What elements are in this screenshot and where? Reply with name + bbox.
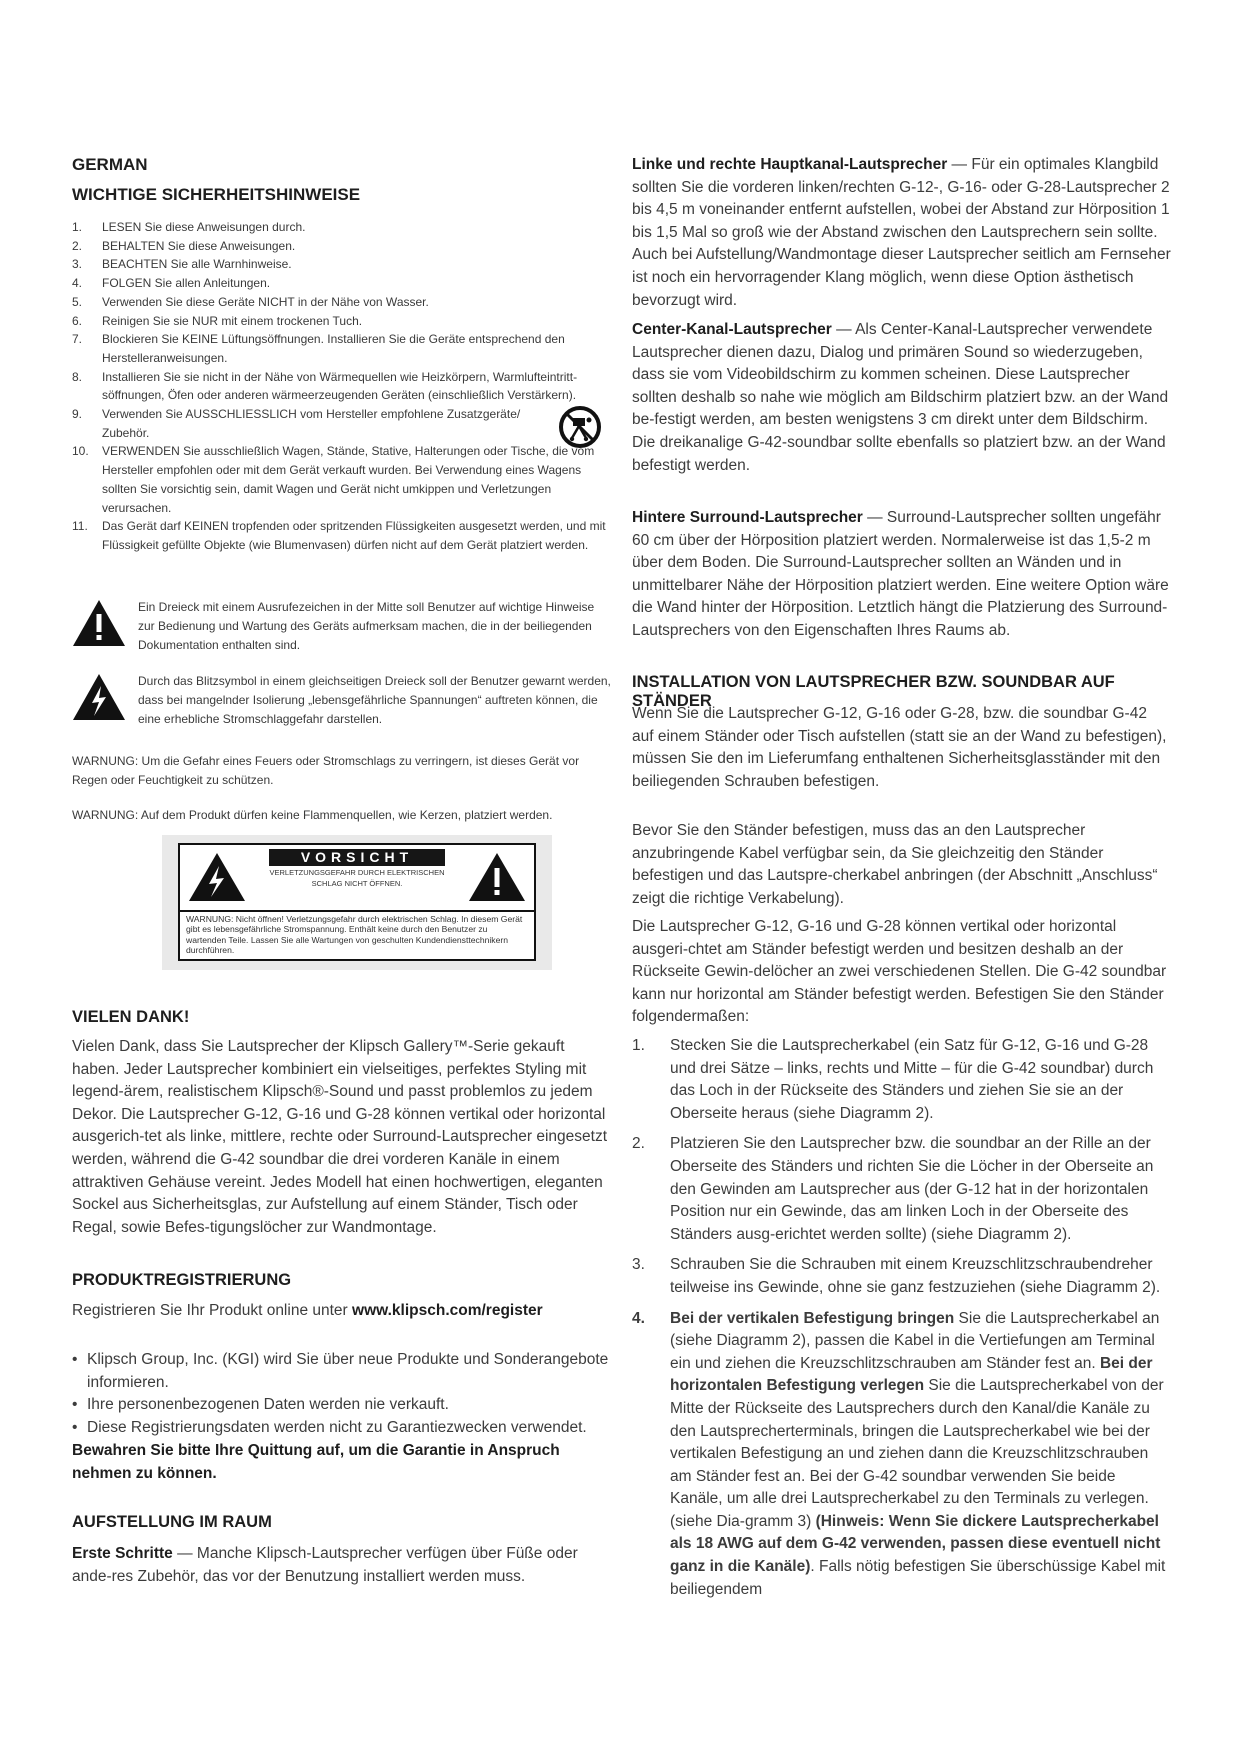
lightning-text: Durch das Blitzsymbol in einem gleichseitigen Dreieck soll der Benutzer gewarnt werden, dass bei mangelnder Isolierung „lebensgefährliche Spannungen“ auftreten können, die eine erhebliche Stromschlaggefahr darstellen. xyxy=(138,674,611,726)
exclamation-text: Ein Dreieck mit einem Ausrufezeichen in der Mitte soll Benutzer auf wichtige Hinweise zur Bedienung und Wartung des Geräts aufmerksam machen, die in der beiliegenden Dokumentation enthalten sind. xyxy=(138,600,595,652)
warning-rain: WARNUNG: Um die Gefahr eines Feuers oder Stromschlags zu verringern, ist dieses Gerät vor Regen oder Feuchtigkeit zu schützen. xyxy=(72,754,580,787)
receipt-note: Bewahren Sie bitte Ihre Quittung auf, um die Garantie in Anspruch nehmen zu können. xyxy=(72,1442,560,1482)
list-item: 10. VERWENDEN Sie ausschließlich Wagen, Stände, Stative, Halterungen oder Tische, die vom Hersteller empfohlen oder mit dem Gerät verkauft wurden. Bei Verwendung eines Wagens sollten Sie vorsichtig sein, damit Wagen und Gerät nicht umkippen und Verletzungen verursachen. xyxy=(72,444,595,515)
list-item: 4. FOLGEN Sie allen Anleitungen. xyxy=(72,276,271,291)
stand-steps-list xyxy=(632,1035,1172,1601)
registration-text: Registrieren Sie Ihr Produkt online unter www.klipsch.com/register xyxy=(72,1302,543,1319)
language-heading: GERMAN xyxy=(72,155,148,174)
list-item: • Klipsch Group, Inc. (KGI) wird Sie über neue Produkte und Sonderangebote informieren. xyxy=(72,1351,609,1391)
caution-label-frame xyxy=(178,843,536,961)
list-item: 3. BEACHTEN Sie alle Warnhinweise. xyxy=(72,257,292,272)
list-item: 11. Das Gerät darf KEINEN tropfenden oder spritzenden Flüssigkeiten ausgesetzt werden, und mit Flüssigkeit gefüllte Objekte (wie Blumenvasen) dürfen nicht auf dem Gerät platziert werden. xyxy=(72,519,606,552)
stand-paragraph-2: Bevor Sie den Ständer befestigen, muss das an den Lautsprecher anzubringende Kabel verfügbar sein, da Sie gleichzeitig den Ständer befestigen und das Lautspre-cherkabel anbringen (der Abschnitt „Anschluss“ zeigt die richtige Verkabelung). xyxy=(632,822,1158,907)
cart-tipover-warning-icon xyxy=(558,405,602,449)
list-item: 4. Bei der vertikalen Befestigung bringen Sie die Lautsprecherkabel an (siehe Diagramm 2), passen die Kabel in die Vertiefungen am Terminal ein und ziehen die Kreuzschlitzschrauben am Ständer fest an. Bei der horizontalen Befestigung verlegen Sie die Lautsprecherkabel von der Mitte der Rückseite des Lautsprechers durch den Kanal/die Kanäle zu den Lautsprecherterminals, bringen die Lautsprecherkabel wie bei der vertikalen Befestigung an und ziehen dann die Kreuzschlitzschrauben am Ständer fest an. Bei der G-42 soundbar verwenden Sie beide Kanäle, um alle drei Lautsprecherkabel zu den Terminals zu verlegen. (siehe Dia-gramm 3) (Hinweis: Wenn Sie dickere Lautsprecherkabel als 18 AWG auf dem G-42 verwenden, passen diese eventuell nicht ganz in die Kanäle). Falls nötig befestigen Sie überschüssige Kabel mit beiliegendem xyxy=(632,1309,1166,1598)
stand-installation-heading: INSTALLATION VON LAUTSPRECHER BZW. SOUNDBAR AUF STÄNDER xyxy=(632,673,1115,710)
thanks-heading: VIELEN DANK! xyxy=(72,1008,190,1026)
thanks-text: Vielen Dank, dass Sie Lautsprecher der Klipsch Gallery™-Serie gekauft haben. Jeder Lautsprecher kombiniert ein vielseitiges, perfektes Styling mit legend-ärem, realistischem Klipsch®-Sound und passt problemlos zu jedem Dekor. Die Lautsprecher G-12, G-16 und G-28 können vertikal oder horizontal ausgerich-tet als linke, mittlere, rechte oder Surround-Lautsprecher eingesetzt werden, während die G-42 soundbar die drei vorderen Kanäle in einem attraktiven Gehäuse vereint. Jedes Modell hat einen hochwertigen, eleganten Sockel aus Sicherheitsglas, zur Aufstellung auf einem Ständer, Tisch oder Regal, sowie Befes-tigungslöcher zur Wandmontage. xyxy=(72,1038,608,1236)
list-item: 2. Platzieren Sie den Lautsprecher bzw. die soundbar an der Rille an der Oberseite des Ständers und richten Sie die Löcher in der Oberseite an den Gewinden am Lautsprecher aus (der G-12 hat in der horizontalen Position nur ein Gewinde, das am linken Loch in der Oberseite des Ständers ausg-erichtet werden sollte) (siehe Diagramm 2). xyxy=(632,1135,1154,1243)
registration-link[interactable]: www.klipsch.com/register xyxy=(352,1302,543,1319)
caution-title: VORSICHT xyxy=(269,849,445,866)
lightning-triangle-icon xyxy=(188,851,246,903)
center-speaker-text: Center-Kanal-Lautsprecher — Als Center-Kanal-Lautsprecher verwendete Lautsprecher dienen dazu, Dialog und primären Sound so wiederzugeben, dass sie vom Videobildschirm zu kommen scheinen. Diese Lautsprecher sollten deshalb so nahe wie möglich am Bildschirm platziert bzw. an der Wand be-festigt werden, am besten wenigstens 3 cm direkt unter dem Bildschirm. Die dreikanalige G-42-soundbar sollte ebenfalls so platziert bzw. an der Wand befestigt werden. xyxy=(632,321,1169,474)
list-item: 7. Blockieren Sie KEINE Lüftungsöffnungen. Installieren Sie die Geräte entsprechend den Herstelleranweisungen. xyxy=(72,332,565,365)
list-item: 6. Reinigen Sie sie NUR mit einem trockenen Tuch. xyxy=(72,313,363,328)
safety-heading: WICHTIGE SICHERHEITSHINWEISE xyxy=(72,185,361,204)
list-item: 1. Stecken Sie die Lautsprecherkabel (ein Satz für G-12, G-16 und G-28 und drei Sätze – links, rechts und Mitte – für die G-42 soundbar) durch das Loch in der Rückseite des Ständers und ziehen Sie sie an der Oberseite heraus (siehe Diagramm 2). xyxy=(632,1037,1154,1122)
caution-label xyxy=(162,835,552,970)
list-item: 1. LESEN Sie diese Anweisungen durch. xyxy=(72,220,306,234)
list-item: 8. Installieren Sie sie nicht in der Nähe von Wärmequellen wie Heizkörpern, Warmlufteintritt-söffnungen, Öfen oder anderen wärmeerzeugenden Geräten (einschließlich Verstärkern). xyxy=(72,369,578,403)
list-item: 5. Verwenden Sie diese Geräte NICHT in der Nähe von Wasser. xyxy=(72,294,429,309)
stand-paragraph-1: Wenn Sie die Lautsprecher G-12, G-16 oder G-28, bzw. die soundbar G-42 auf einem Ständer oder Tisch aufstellen (statt sie an der Wand zu befestigen), müssen Sie den im Lieferumfang enthaltenen Sicherheitsglasständer mit den beiliegenden Schrauben befestigen. xyxy=(632,705,1167,790)
list-item: 3. Schrauben Sie die Schrauben mit einem Kreuzschlitzschraubendreher teilweise ins Gewinde, ohne sie ganz festzuziehen (siehe Diagramm 2). xyxy=(632,1256,1161,1296)
list-item: 9. Verwenden Sie AUSSCHLIESSLICH vom Hersteller empfohlene Zusatzgeräte/ Zubehör. xyxy=(72,407,521,440)
stand-paragraph-3: Die Lautsprecher G-12, G-16 und G-28 können vertikal oder horizontal ausgeri-chtet am Ständer befestigt werden und besitzen deshalb an der Rückseite Gewin-delöcher an zwei verschiedenen Stellen. Die G-42 soundbar kann nur horizontal am Ständer befestigt werden. Befestigen Sie den Ständer folgendermaßen: xyxy=(632,918,1167,1026)
registration-bullets xyxy=(72,1349,612,1439)
surround-speakers-text: Hintere Surround-Lautsprecher — Surround-Lautsprecher sollten ungefähr 60 cm über der Hörposition platziert werden. Normalerweise ist das 1,5-2 m über dem Boden. Die Surround-Lautsprecher sollten an Wänden und in unmittelbarer Nähe der Hörposition platziert werden. Eine weitere Option wäre die Wand hinter der Hörposition. Letztlich hängt die Platzierung des Surround-Lautsprechers von den Eigenschaften Ihres Raums ab. xyxy=(632,509,1169,639)
first-steps-text: Erste Schritte — Manche Klipsch-Lautsprecher verfügen über Füße oder ande-res Zubehör, das vor der Benutzung installiert werden muss. xyxy=(72,1545,578,1585)
caution-body: WARNUNG: Nicht öffnen! Verletzungsgefahr durch elektrischen Schlag. In diesem Gerät gibt es lebensgefährliche Stromspannung. Enthält keine durch den Benutzer zu wartenden Teile. Lassen Sie alle Wartungen von geschulten Kundendiensttechnikern durchführen. xyxy=(186,914,523,956)
lightning-triangle-icon xyxy=(72,672,126,722)
main-speakers-text: Linke und rechte Hauptkanal-Lautsprecher — Für ein optimales Klangbild sollten Sie die vorderen linken/rechten G-12-, G-16- oder G-28-Lautsprecher 2 bis 4,5 m voneinander entfernt aufstellen, wobei der Abstand zur Hörposition 1 bis 1,5 Mal so groß wie der Abstand zwischen den Lautsprechern sein sollte. Auch bei Aufstellung/Wandmontage dieser Lautsprecher seitlich am Fernseher ist noch ein hervorragender Klang möglich, wenn diese Option ästhetisch bevorzugt wird. xyxy=(632,156,1171,309)
room-heading: AUFSTELLUNG IM RAUM xyxy=(72,1513,272,1531)
list-item: • Ihre personenbezogenen Daten werden nie verkauft. xyxy=(72,1396,449,1414)
list-item: 2. BEHALTEN Sie diese Anweisungen. xyxy=(72,238,296,253)
list-item: • Diese Registrierungsdaten werden nicht zu Garantiezwecken verwendet. xyxy=(72,1418,587,1436)
exclamation-triangle-icon xyxy=(468,851,526,903)
safety-instructions-list xyxy=(72,218,612,555)
divider xyxy=(180,910,534,912)
warning-flame: WARNUNG: Auf dem Produkt dürfen keine Flammenquellen, wie Kerzen, platziert werden. xyxy=(72,808,553,822)
exclamation-triangle-icon xyxy=(72,598,126,648)
caution-subtitle: VERLETZUNGSGEFAHR DURCH ELEKTRISCHEN SCHLAG NICHT ÖFFNEN. xyxy=(269,868,445,888)
registration-heading: PRODUKTREGISTRIERUNG xyxy=(72,1271,292,1289)
